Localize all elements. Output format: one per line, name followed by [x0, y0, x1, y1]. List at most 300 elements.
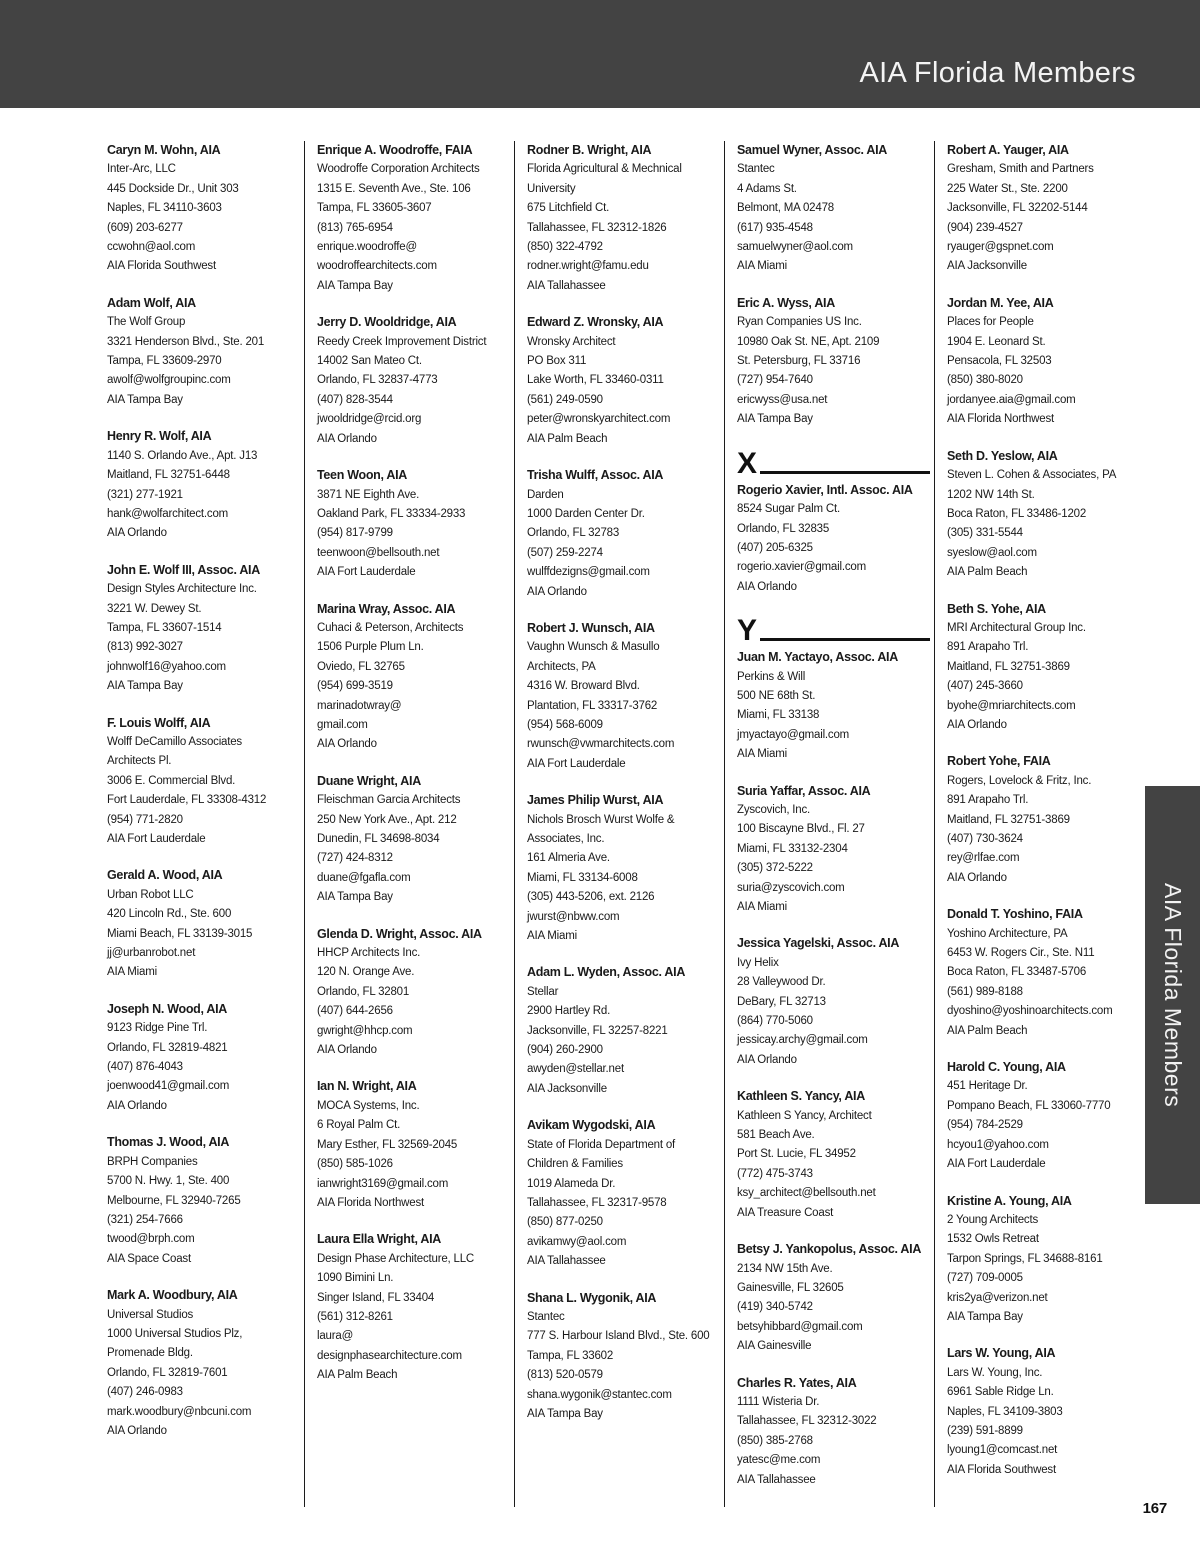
member-detail: Design Styles Architecture Inc.	[107, 583, 257, 596]
member-email: mark.woodbury@nbcuni.com	[107, 1405, 252, 1418]
member-email: dyoshino@yoshinoarchitects.com	[947, 1005, 1113, 1018]
member-name: Jordan M. Yee, AIA	[947, 295, 1054, 310]
member-detail: Boca Raton, FL 33486-1202	[947, 507, 1087, 520]
member-detail: 445 Dockside Dr., Unit 303	[107, 182, 239, 195]
member-email: suria@zyscovich.com	[737, 881, 845, 894]
member-detail: HHCP Architects Inc.	[317, 947, 421, 960]
member-detail: 1090 Bimini Ln.	[317, 1272, 394, 1285]
member-entry	[317, 600, 510, 755]
member-name: Laura Ella Wright, AIA	[317, 1232, 441, 1247]
member-entry	[947, 294, 1149, 430]
member-email: avikamwy@aol.com	[527, 1235, 627, 1248]
member-detail: Universal Studios	[107, 1308, 194, 1321]
member-detail: (850) 385-2768	[737, 1434, 813, 1447]
member-detail: AIA Jacksonville	[947, 260, 1027, 273]
member-detail: Yoshino Architecture, PA	[947, 927, 1068, 940]
member-entry	[737, 934, 930, 1070]
member-name: Robert A. Yauger, AIA	[947, 143, 1069, 157]
member-entry	[527, 1116, 720, 1271]
member-email: awyden@stellar.net	[527, 1063, 624, 1076]
member-entry	[107, 294, 300, 410]
member-detail: 3006 E. Commercial Blvd.	[107, 774, 236, 787]
member-detail: Orlando, FL 32819-4821	[107, 1041, 228, 1054]
member-name: Teen Woon, AIA	[317, 468, 408, 483]
member-name: Rogerio Xavier, Intl. Assoc. AIA	[737, 482, 913, 497]
member-email: wulffdezigns@gmail.com	[527, 566, 650, 579]
member-entry	[107, 714, 300, 850]
member-detail: AIA Tampa Bay	[317, 279, 393, 292]
member-detail: Fleischman Garcia Architects	[317, 794, 461, 807]
member-detail: 581 Beach Ave.	[737, 1129, 815, 1142]
member-detail: BRPH Companies	[107, 1155, 198, 1168]
member-detail: (617) 935-4548	[737, 221, 813, 234]
member-email: rogerio.xavier@gmail.com	[737, 561, 866, 574]
member-entry	[947, 447, 1149, 583]
member-detail: Miami, FL 33138	[737, 709, 820, 722]
member-detail: AIA Orlando	[737, 1053, 797, 1066]
member-email: rey@rlfae.com	[947, 852, 1020, 865]
member-entry	[527, 313, 720, 449]
member-name: Kathleen S. Yancy, AIA	[737, 1089, 865, 1104]
member-detail: AIA Florida Northwest	[317, 1196, 425, 1209]
member-detail: Maitland, FL 32751-3869	[947, 660, 1070, 673]
member-detail: 8524 Sugar Palm Ct.	[737, 503, 840, 516]
member-detail: Zyscovich, Inc.	[737, 803, 811, 816]
member-detail: 10980 Oak St. NE, Apt. 2109	[737, 335, 880, 348]
member-detail: (239) 591-8899	[947, 1424, 1023, 1437]
member-detail: 6961 Sable Ridge Ln.	[947, 1386, 1054, 1399]
member-detail: Pompano Beach, FL 33060-7770	[947, 1099, 1111, 1112]
member-entry	[107, 561, 300, 697]
member-detail: AIA Fort Lauderdale	[317, 566, 416, 579]
member-entry	[947, 1192, 1149, 1328]
directory-column	[107, 141, 305, 1507]
member-name: Adam Wolf, AIA	[107, 295, 196, 310]
member-detail: (305) 331-5544	[947, 527, 1023, 540]
member-detail: 1000 Darden Center Dr.	[527, 507, 645, 520]
member-name: Betsy J. Yankopolus, Assoc. AIA	[737, 1242, 922, 1257]
member-detail: 161 Almeria Ave.	[527, 852, 610, 865]
member-entry	[527, 141, 720, 296]
member-detail: 777 S. Harbour Island Blvd., Ste. 600	[527, 1330, 710, 1343]
member-detail: (850) 585-1026	[317, 1158, 393, 1171]
member-detail: Maitland, FL 32751-3869	[947, 813, 1070, 826]
member-detail: AIA Orlando	[947, 718, 1007, 731]
member-entry	[107, 1000, 300, 1116]
member-email: lyoung1@comcast.net	[947, 1444, 1058, 1457]
member-email: teenwoon@bellsouth.net	[317, 546, 440, 559]
member-entry	[737, 1240, 930, 1356]
member-detail: AIA Palm Beach	[317, 1369, 398, 1382]
member-detail: PO Box 311	[527, 355, 587, 368]
member-entry	[107, 1133, 300, 1269]
member-detail: AIA Tallahassee	[527, 1255, 606, 1268]
member-name: Suria Yaffar, Assoc. AIA	[737, 783, 871, 798]
member-detail: 3321 Henderson Blvd., Ste. 201	[107, 335, 265, 348]
member-detail: Orlando, FL 32783	[527, 527, 620, 540]
member-email: ericwyss@usa.net	[737, 393, 828, 406]
member-detail: (407) 245-3660	[947, 680, 1023, 693]
member-detail: Reedy Creek Improvement District	[317, 335, 487, 348]
member-detail: (904) 260-2900	[527, 1044, 603, 1057]
member-detail: (305) 443-5206, ext. 2126	[527, 891, 655, 904]
member-detail: (561) 989-8188	[947, 985, 1023, 998]
member-detail: AIA Gainesville	[737, 1340, 812, 1353]
member-entry	[737, 141, 930, 277]
member-detail: Tampa, FL 33602	[527, 1349, 614, 1362]
member-email: jj@urbanrobot.net	[107, 947, 196, 960]
member-name: Robert Yohe, FAIA	[947, 754, 1051, 769]
member-detail: Oakland Park, FL 33334-2933	[317, 507, 466, 520]
directory-column	[737, 141, 935, 1507]
member-detail: AIA Palm Beach	[527, 432, 608, 445]
section-header	[737, 446, 930, 480]
member-detail: AIA Tallahassee	[737, 1473, 816, 1486]
member-detail: Tallahassee, FL 32317-9578	[527, 1196, 667, 1209]
member-detail: Fort Lauderdale, FL 33308-4312	[107, 794, 267, 807]
member-detail: (507) 259-2274	[527, 546, 603, 559]
member-detail: AIA Tampa Bay	[317, 891, 393, 904]
member-detail: St. Petersburg, FL 33716	[737, 355, 861, 368]
member-detail: Rogers, Lovelock & Fritz, Inc.	[947, 774, 1092, 787]
member-entry	[947, 1058, 1149, 1174]
member-detail: Miami, FL 33132-2304	[737, 842, 848, 855]
member-entry	[527, 1289, 720, 1425]
member-detail: 120 N. Orange Ave.	[317, 966, 415, 979]
member-detail: Port St. Lucie, FL 34952	[737, 1148, 856, 1161]
member-detail: gmail.com	[317, 718, 368, 731]
member-name: F. Louis Wolff, AIA	[107, 715, 211, 730]
member-detail: AIA Miami	[527, 930, 577, 943]
member-entry	[317, 925, 510, 1061]
member-detail: 1904 E. Leonard St.	[947, 335, 1046, 348]
member-detail: Woodroffe Corporation Architects	[317, 163, 480, 176]
member-name: Jessica Yagelski, Assoc. AIA	[737, 936, 900, 951]
member-entry	[527, 466, 720, 602]
member-entry	[107, 427, 300, 543]
member-detail: AIA Miami	[737, 901, 787, 913]
member-detail: Boca Raton, FL 33487-5706	[947, 966, 1087, 979]
member-name: Seth D. Yeslow, AIA	[947, 448, 1058, 463]
section-letter: X	[737, 446, 758, 480]
member-email: byohe@mriarchitects.com	[947, 699, 1076, 712]
member-detail: (813) 765-6954	[317, 221, 393, 234]
section-header	[737, 614, 930, 648]
member-name: Kristine A. Young, AIA	[947, 1193, 1072, 1208]
member-email: shana.wygonik@stantec.com	[527, 1388, 672, 1401]
member-detail: AIA Tampa Bay	[527, 1407, 603, 1420]
member-email: twood@brph.com	[107, 1233, 195, 1246]
member-detail: Tampa, FL 33605-3607	[317, 202, 432, 215]
member-detail: Maitland, FL 32751-6448	[107, 469, 230, 482]
member-detail: (321) 254-7666	[107, 1213, 183, 1226]
member-detail: 5700 N. Hwy. 1, Ste. 400	[107, 1175, 230, 1188]
member-detail: 6453 W. Rogers Cir., Ste. N11	[947, 947, 1095, 960]
member-name: Donald T. Yoshino, FAIA	[947, 907, 1083, 922]
member-email: hcyou1@yahoo.com	[947, 1138, 1049, 1151]
page-title: AIA Florida Members	[859, 57, 1136, 89]
member-detail: (772) 475-3743	[737, 1167, 813, 1180]
member-detail: AIA Tampa Bay	[107, 680, 183, 693]
member-detail: AIA Orlando	[527, 585, 587, 598]
member-detail: Naples, FL 34110-3603	[107, 202, 222, 215]
section-rule	[760, 471, 930, 474]
member-detail: Dunedin, FL 34698-8034	[317, 833, 440, 845]
member-detail: 420 Lincoln Rd., Ste. 600	[107, 908, 232, 921]
member-email: jwooldridge@rcid.org	[317, 413, 422, 426]
member-detail: AIA Tampa Bay	[737, 413, 813, 426]
member-detail: Pensacola, FL 32503	[947, 355, 1052, 368]
member-directory	[107, 141, 1200, 1507]
member-detail: AIA Orlando	[107, 1099, 167, 1112]
member-email: betsyhibbard@gmail.com	[737, 1320, 863, 1333]
member-entry	[737, 294, 930, 430]
member-detail: 1000 Universal Studios Plz,	[107, 1327, 243, 1340]
member-detail: Lake Worth, FL 33460-0311	[527, 374, 664, 387]
member-detail: Miami Beach, FL 33139-3015	[107, 927, 253, 940]
directory-column	[947, 141, 1153, 1507]
member-detail: (609) 203-6277	[107, 221, 183, 234]
member-detail: Steven L. Cohen & Associates, PA	[947, 469, 1117, 482]
member-detail: Stantec	[527, 1310, 565, 1323]
member-detail: 6 Royal Palm Ct.	[317, 1119, 401, 1132]
member-email: marinadotwray@	[317, 699, 402, 712]
member-detail: AIA Fort Lauderdale	[947, 1158, 1046, 1171]
member-email: rodner.wright@famu.edu	[527, 260, 649, 273]
member-detail: AIA Tampa Bay	[107, 393, 183, 406]
member-detail: Orlando, FL 32801	[317, 985, 410, 998]
member-email: duane@fgafla.com	[317, 871, 411, 884]
member-detail: woodroffearchitects.com	[317, 260, 437, 273]
member-detail: Jacksonville, FL 32257-8221	[527, 1024, 668, 1037]
member-detail: Singer Island, FL 33404	[317, 1291, 435, 1304]
member-detail: Nichols Brosch Wurst Wolfe &	[527, 813, 675, 826]
member-detail: 28 Valleywood Dr.	[737, 976, 826, 989]
member-detail: 1111 Wisteria Dr.	[737, 1395, 820, 1408]
member-name: Robert J. Wunsch, AIA	[527, 620, 655, 635]
member-detail: (954) 699-3519	[317, 680, 393, 693]
member-detail: The Wolf Group	[107, 316, 186, 329]
member-name: Adam L. Wyden, Assoc. AIA	[527, 965, 686, 980]
member-name: Gerald A. Wood, AIA	[107, 868, 223, 883]
member-detail: Jacksonville, FL 32202-5144	[947, 202, 1088, 215]
member-detail: Ryan Companies US Inc.	[737, 316, 862, 329]
member-detail: Architects, PA	[527, 660, 596, 673]
member-detail: (407) 246-0983	[107, 1386, 183, 1399]
member-detail: 2900 Hartley Rd.	[527, 1005, 611, 1018]
member-name: Shana L. Wygonik, AIA	[527, 1290, 657, 1305]
member-entry	[737, 1087, 930, 1223]
member-entry	[737, 1374, 930, 1490]
member-email: jessicay.archy@gmail.com	[737, 1034, 868, 1047]
member-email: ryauger@gspnet.com	[947, 241, 1054, 254]
member-detail: Wolff DeCamillo Associates	[107, 735, 242, 748]
member-detail: 2 Young Architects	[947, 1213, 1039, 1226]
member-entry	[107, 866, 300, 982]
member-detail: 3221 W. Dewey St.	[107, 602, 202, 615]
member-detail: Belmont, MA 02478	[737, 202, 834, 215]
member-detail: Miami, FL 33134-6008	[527, 871, 638, 884]
member-detail: AIA Orlando	[737, 580, 797, 593]
member-email: samuelwyner@aol.com	[737, 241, 853, 254]
member-email: enrique.woodroffe@	[317, 241, 417, 254]
member-detail: DeBary, FL 32713	[737, 995, 826, 1008]
member-name: Avikam Wygodski, AIA	[527, 1118, 656, 1133]
member-name: Caryn M. Wohn, AIA	[107, 143, 221, 157]
member-name: Trisha Wulff, Assoc. AIA	[527, 468, 664, 483]
side-tab	[1145, 786, 1200, 1204]
member-detail: (561) 312-8261	[317, 1310, 393, 1323]
section-letter: Y	[737, 614, 758, 648]
member-email: yatesc@me.com	[737, 1454, 821, 1467]
member-detail: (864) 770-5060	[737, 1015, 813, 1028]
member-detail: AIA Palm Beach	[947, 1024, 1028, 1037]
member-detail: designphasearchitecture.com	[317, 1349, 462, 1362]
member-detail: (813) 992-3027	[107, 641, 183, 654]
member-detail: Ivy Helix	[737, 956, 779, 969]
section-rule	[760, 638, 930, 641]
member-detail: (850) 877-0250	[527, 1216, 603, 1229]
member-name: Eric A. Wyss, AIA	[737, 295, 835, 310]
member-detail: (321) 277-1921	[107, 488, 183, 501]
member-detail: (954) 568-6009	[527, 718, 603, 731]
member-email: hank@wolfarchitect.com	[107, 507, 229, 520]
member-detail: Cuhaci & Peterson, Architects	[317, 621, 464, 634]
member-email: joenwood41@gmail.com	[107, 1080, 230, 1093]
member-name: Thomas J. Wood, AIA	[107, 1135, 230, 1150]
member-detail: Melbourne, FL 32940-7265	[107, 1194, 241, 1207]
member-detail: Urban Robot LLC	[107, 888, 194, 901]
member-email: ksy_architect@bellsouth.net	[737, 1187, 876, 1200]
member-entry	[737, 648, 930, 764]
member-detail: 1140 S. Orlando Ave., Apt. J13	[107, 449, 258, 462]
member-email: gwright@hhcp.com	[317, 1024, 413, 1037]
member-detail: Tallahassee, FL 32312-3022	[737, 1415, 877, 1428]
member-detail: AIA Space Coast	[107, 1252, 191, 1265]
member-detail: AIA Miami	[107, 966, 157, 979]
member-entry	[317, 466, 510, 582]
member-detail: (727) 424-8312	[317, 852, 393, 865]
member-entry	[317, 772, 510, 908]
member-name: Lars W. Young, AIA	[947, 1346, 1056, 1361]
member-detail: 891 Arapaho Trl.	[947, 641, 1029, 654]
member-name: Ian N. Wright, AIA	[317, 1079, 417, 1094]
member-detail: Architects Pl.	[107, 755, 172, 768]
member-name: Beth S. Yohe, AIA	[947, 601, 1046, 616]
member-detail: MOCA Systems, Inc.	[317, 1099, 420, 1112]
member-detail: Inter-Arc, LLC	[107, 163, 176, 176]
member-detail: Stellar	[527, 985, 559, 998]
member-detail: 9123 Ridge Pine Trl.	[107, 1022, 208, 1035]
member-detail: Florida Agricultural & Mechnical	[527, 163, 682, 176]
member-detail: 451 Heritage Dr.	[947, 1080, 1028, 1093]
member-detail: Children & Families	[527, 1158, 623, 1171]
member-name: John E. Wolf III, Assoc. AIA	[107, 562, 260, 577]
member-detail: 675 Litchfield Ct.	[527, 202, 610, 215]
member-detail: MRI Architectural Group Inc.	[947, 621, 1086, 634]
member-email: jordanyee.aia@gmail.com	[947, 393, 1076, 406]
member-detail: (954) 771-2820	[107, 813, 183, 826]
member-entry	[947, 1344, 1149, 1480]
member-name: Marina Wray, Assoc. AIA	[317, 601, 456, 616]
member-detail: AIA Florida Southwest	[947, 1463, 1056, 1476]
member-detail: Design Phase Architecture, LLC	[317, 1252, 475, 1265]
member-email: johnwolf16@yahoo.com	[107, 660, 226, 673]
member-detail: (305) 372-5222	[737, 862, 813, 875]
member-name: Duane Wright, AIA	[317, 773, 421, 788]
member-detail: Tampa, FL 33607-1514	[107, 621, 222, 634]
member-detail: Plantation, FL 33317-3762	[527, 699, 658, 712]
member-entry	[317, 141, 510, 296]
member-name: Enrique A. Woodroffe, FAIA	[317, 143, 473, 157]
member-detail: 3871 NE Eighth Ave.	[317, 488, 420, 501]
member-detail: Tarpon Springs, FL 34688-8161	[947, 1252, 1103, 1265]
member-name: Rodner B. Wright, AIA	[527, 143, 652, 157]
member-entry	[947, 600, 1149, 736]
member-detail: AIA Treasure Coast	[737, 1206, 834, 1219]
member-detail: AIA Florida Southwest	[107, 260, 216, 273]
member-entry	[107, 141, 300, 277]
member-entry	[947, 141, 1149, 277]
member-name: Edward Z. Wronsky, AIA	[527, 315, 664, 330]
member-detail: AIA Miami	[737, 748, 787, 761]
member-entry	[527, 963, 720, 1099]
side-tab-label: AIA Florida Members	[1160, 882, 1186, 1108]
member-detail: (813) 520-0579	[527, 1369, 603, 1382]
member-email: jmyactayo@gmail.com	[737, 728, 850, 741]
member-detail: 1019 Alameda Dr.	[527, 1177, 616, 1190]
member-detail: 1532 Owls Retreat	[947, 1233, 1039, 1246]
member-detail: (727) 709-0005	[947, 1272, 1023, 1285]
member-detail: AIA Miami	[737, 260, 787, 273]
member-detail: Tallahassee, FL 32312-1826	[527, 221, 667, 234]
member-detail: Associates, Inc.	[527, 833, 605, 845]
member-detail: (407) 876-4043	[107, 1061, 183, 1074]
member-entry	[317, 313, 510, 449]
member-detail: Lars W. Young, Inc.	[947, 1366, 1043, 1379]
member-detail: Orlando, FL 32819-7601	[107, 1366, 228, 1379]
member-detail: (727) 954-7640	[737, 374, 813, 387]
page-number: 167	[1142, 1500, 1167, 1517]
member-email: laura@	[317, 1330, 354, 1343]
member-detail: 4316 W. Broward Blvd.	[527, 680, 640, 693]
member-detail: State of Florida Department of	[527, 1138, 676, 1151]
member-detail: 1202 NW 14th St.	[947, 488, 1035, 501]
member-entry	[737, 782, 930, 918]
member-detail: Kathleen S Yancy, Architect	[737, 1109, 872, 1122]
member-detail: Orlando, FL 32835	[737, 522, 830, 535]
member-name: Henry R. Wolf, AIA	[107, 429, 212, 444]
member-detail: Wronsky Architect	[527, 335, 616, 348]
member-detail: AIA Florida Northwest	[947, 413, 1055, 426]
member-detail: Naples, FL 34109-3803	[947, 1405, 1063, 1418]
member-detail: AIA Palm Beach	[947, 566, 1028, 579]
member-detail: 100 Biscayne Blvd., Fl. 27	[737, 823, 865, 836]
member-email: kris2ya@verizon.net	[947, 1291, 1048, 1304]
member-detail: AIA Jacksonville	[527, 1082, 607, 1095]
member-detail: AIA Orlando	[317, 1044, 377, 1057]
member-detail: (561) 249-0590	[527, 393, 603, 406]
member-entry	[107, 1286, 300, 1441]
member-detail: AIA Orlando	[947, 871, 1007, 884]
member-name: Joseph N. Wood, AIA	[107, 1001, 227, 1016]
member-entry	[527, 619, 720, 774]
member-detail: Tampa, FL 33609-2970	[107, 355, 222, 368]
member-email: ianwright3169@gmail.com	[317, 1177, 449, 1190]
member-detail: 225 Water St., Ste. 2200	[947, 182, 1068, 195]
member-entry	[947, 905, 1149, 1041]
directory-column	[317, 141, 515, 1507]
